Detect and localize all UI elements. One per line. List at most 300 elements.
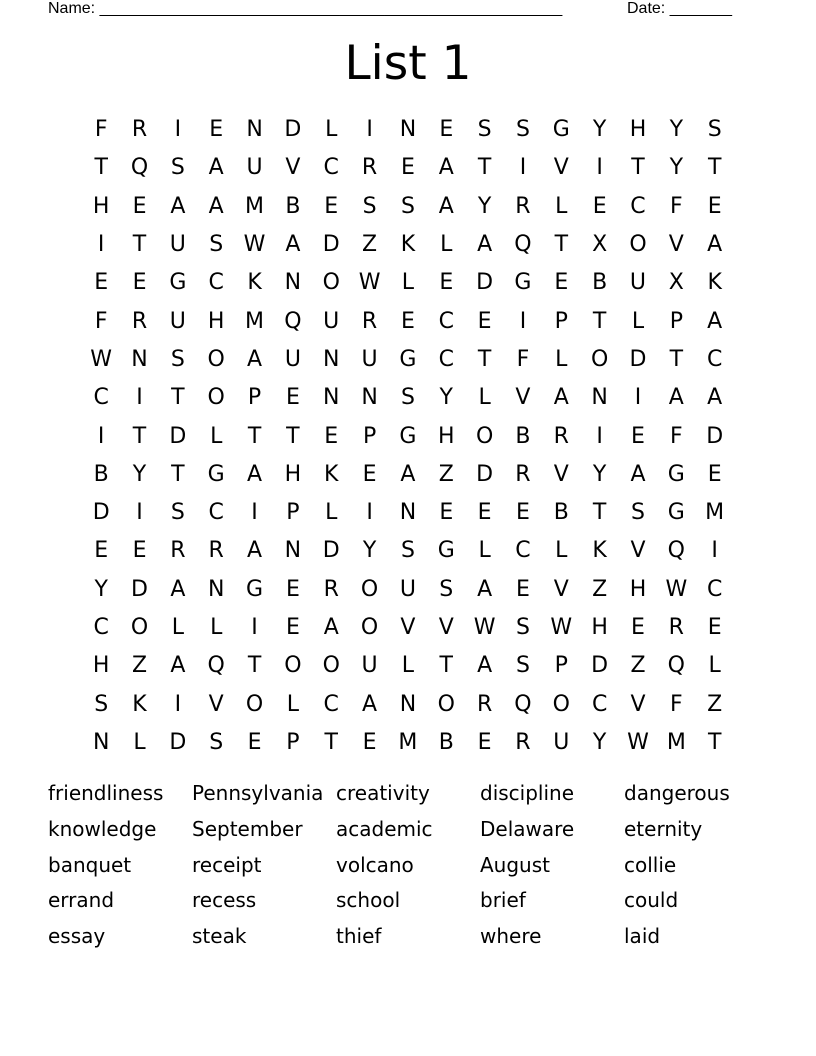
word-list-item: essay xyxy=(48,924,106,949)
grid-row xyxy=(82,456,734,494)
grid-letter: O xyxy=(284,653,302,679)
grid-letter: Q xyxy=(284,308,302,334)
grid-letter: S xyxy=(707,117,722,143)
grid-letter: E xyxy=(362,729,377,755)
word-list-item: Delaware xyxy=(480,816,575,841)
name-field-label: Name: ____________________________________________________ xyxy=(48,0,563,17)
grid-letter: K xyxy=(707,270,722,296)
grid-letter: S xyxy=(209,232,224,258)
grid-letter: A xyxy=(668,385,684,411)
grid-letter: A xyxy=(323,615,339,640)
grid-letter: A xyxy=(707,232,723,258)
grid-letter: E xyxy=(285,615,300,640)
grid-letter: P xyxy=(554,308,568,334)
grid-row xyxy=(82,685,734,723)
grid-letter: O xyxy=(629,232,647,258)
word-list-item: laid xyxy=(624,924,661,949)
grid-letter: E xyxy=(477,308,492,334)
grid-letter: G xyxy=(169,270,187,296)
grid-letter: E xyxy=(707,193,722,219)
grid-letter: E xyxy=(400,155,415,181)
grid-letter: V xyxy=(553,576,569,602)
grid-letter: R xyxy=(323,576,339,602)
word-list-item: academic xyxy=(336,816,433,841)
grid-letter: P xyxy=(286,729,300,755)
grid-letter: L xyxy=(210,615,223,640)
grid-letter: A xyxy=(477,653,493,679)
word-list-item: steak xyxy=(192,924,247,949)
grid-letter: O xyxy=(552,691,570,717)
header xyxy=(48,0,748,20)
grid-letter: S xyxy=(170,500,185,526)
grid-letter: D xyxy=(476,461,494,487)
word-list-item: banquet xyxy=(48,852,132,877)
word-list-item: recess xyxy=(192,888,257,913)
grid-letter: P xyxy=(669,308,683,334)
grid-letter: V xyxy=(553,155,569,181)
grid-letter: T xyxy=(286,423,300,449)
grid-letter: P xyxy=(247,385,262,411)
grid-row xyxy=(82,264,734,302)
grid-letter: D xyxy=(706,423,724,449)
grid-letter: L xyxy=(286,691,300,717)
grid-letter: R xyxy=(170,538,186,564)
grid-letter: O xyxy=(590,346,609,372)
grid-letter: W xyxy=(90,346,113,372)
grid-letter: P xyxy=(362,423,377,449)
grid-letter: I xyxy=(366,500,373,526)
grid-letter: S xyxy=(400,193,415,219)
grid-row xyxy=(82,379,734,417)
grid-letter: O xyxy=(360,576,379,602)
grid-letter: L xyxy=(631,308,645,334)
grid-letter: D xyxy=(284,117,302,143)
grid-letter: E xyxy=(439,117,454,143)
grid-letter: Q xyxy=(130,155,149,181)
grid-letter: K xyxy=(132,691,147,717)
grid-letter: R xyxy=(515,193,531,219)
grid-letter: Y xyxy=(669,155,684,181)
word-list-item: knowledge xyxy=(48,816,157,841)
grid-letter: R xyxy=(476,691,493,717)
grid-letter: C xyxy=(438,308,454,334)
word-list xyxy=(48,776,768,955)
grid-letter: L xyxy=(555,538,568,564)
grid-letter: I xyxy=(366,117,373,143)
grid-letter: Y xyxy=(592,461,607,487)
grid-letter: P xyxy=(286,500,300,526)
grid-letter: Y xyxy=(132,461,147,487)
grid-letter: E xyxy=(400,308,415,334)
grid-letter: T xyxy=(592,500,607,526)
grid-letter: D xyxy=(169,729,187,755)
grid-letter: T xyxy=(707,729,722,755)
word-list-item: dangerous xyxy=(624,781,730,805)
grid-letter: R xyxy=(361,155,378,181)
grid-row xyxy=(82,302,734,340)
grid-letter: V xyxy=(438,615,454,640)
grid-letter: C xyxy=(438,346,454,372)
grid-letter: A xyxy=(208,193,224,219)
grid-letter: U xyxy=(629,270,647,296)
grid-letter: T xyxy=(94,155,108,181)
grid-letter: Q xyxy=(207,653,225,679)
word-list-item: September xyxy=(192,816,303,841)
grid-letter: H xyxy=(591,615,608,640)
grid-letter: K xyxy=(324,461,339,487)
grid-letter: L xyxy=(401,653,415,679)
grid-letter: I xyxy=(97,423,105,449)
grid-letter: V xyxy=(553,461,569,487)
grid-letter: T xyxy=(132,423,147,449)
grid-letter: O xyxy=(322,270,340,296)
grid-letter: L xyxy=(325,500,338,526)
grid-row xyxy=(82,226,734,264)
grid-letter: M xyxy=(245,193,265,219)
grid-letter: Y xyxy=(477,193,492,219)
grid-letter: D xyxy=(476,270,494,296)
grid-letter: Z xyxy=(592,576,608,602)
grid-letter: A xyxy=(247,538,263,564)
grid-letter: N xyxy=(284,538,302,564)
grid-letter: W xyxy=(358,270,381,296)
grid-letter: I xyxy=(519,308,527,334)
word-list-item: volcano xyxy=(336,852,414,877)
word-list-item: school xyxy=(336,888,401,913)
grid-letter: I xyxy=(136,385,143,411)
grid-letter: D xyxy=(169,423,187,449)
grid-letter: O xyxy=(207,346,225,372)
grid-letter: L xyxy=(478,385,491,411)
grid-letter: G xyxy=(552,117,570,143)
grid-letter: U xyxy=(553,729,570,755)
grid-letter: S xyxy=(477,117,492,143)
grid-letter: O xyxy=(207,385,225,411)
grid-letter: E xyxy=(324,193,339,219)
grid-letter: F xyxy=(670,691,683,717)
grid-letter: Y xyxy=(669,117,684,143)
grid-letter: N xyxy=(399,500,417,526)
word-list-item: friendliness xyxy=(48,781,164,805)
grid-letter: L xyxy=(440,232,453,258)
grid-letter: A xyxy=(438,193,454,219)
grid-letter: R xyxy=(515,461,531,487)
grid-row xyxy=(82,647,734,685)
grid-letter: I xyxy=(634,385,642,411)
grid-letter: T xyxy=(132,232,147,258)
word-list-item: August xyxy=(480,852,550,877)
grid-letter: A xyxy=(477,576,493,602)
grid-letter: E xyxy=(477,729,492,755)
grid-letter: W xyxy=(627,729,649,755)
grid-letter: D xyxy=(322,232,340,258)
grid-letter: U xyxy=(246,155,263,181)
grid-letter: R xyxy=(131,308,148,334)
grid-letter: F xyxy=(516,346,530,372)
grid-letter: Y xyxy=(592,729,607,755)
word-list-item: brief xyxy=(480,888,526,913)
grid-letter: T xyxy=(477,346,492,372)
grid-letter: I xyxy=(251,615,258,640)
grid-letter: K xyxy=(592,538,607,564)
grid-letter: T xyxy=(439,653,453,679)
grid-letter: L xyxy=(555,346,568,372)
grid-letter: W xyxy=(243,232,266,258)
grid-letter: B xyxy=(515,423,531,449)
grid-letter: D xyxy=(591,653,609,679)
grid-letter: C xyxy=(706,346,723,372)
page-title: List 1 xyxy=(344,36,472,91)
grid-letter: N xyxy=(246,117,263,143)
grid-letter: H xyxy=(629,576,647,602)
grid-letter: P xyxy=(554,653,568,679)
grid-letter: W xyxy=(665,576,688,602)
grid-letter: F xyxy=(670,423,683,449)
grid-letter: A xyxy=(285,232,301,258)
grid-letter: E xyxy=(94,270,109,296)
grid-letter: S xyxy=(170,346,185,372)
grid-letter: E xyxy=(362,461,377,487)
grid-letter: B xyxy=(285,193,301,219)
grid-letter: A xyxy=(477,232,493,258)
grid-letter: I xyxy=(97,232,105,258)
grid-letter: H xyxy=(207,308,225,334)
word-list-item: Pennsylvania xyxy=(192,781,324,805)
grid-letter: E xyxy=(247,729,262,755)
grid-letter: W xyxy=(550,615,573,640)
grid-letter: C xyxy=(93,615,109,640)
grid-letter: T xyxy=(631,155,645,181)
word-list-item: could xyxy=(624,888,679,913)
grid-letter: C xyxy=(208,500,224,526)
grid-letter: A xyxy=(553,385,569,411)
grid-letter: W xyxy=(473,615,496,640)
word-search-grid xyxy=(82,111,734,762)
grid-letter: N xyxy=(591,385,608,411)
grid-letter: H xyxy=(92,653,110,679)
word-list-item: receipt xyxy=(192,852,262,877)
grid-letter: V xyxy=(668,232,684,258)
grid-letter: E xyxy=(439,270,454,296)
grid-letter: C xyxy=(93,385,109,411)
grid-letter: A xyxy=(170,653,186,679)
grid-letter: G xyxy=(667,500,685,526)
grid-letter: E xyxy=(439,500,454,526)
grid-letter: S xyxy=(439,576,454,602)
grid-letter: N xyxy=(399,117,417,143)
grid-row xyxy=(82,417,734,455)
grid-letter: R xyxy=(668,615,684,640)
grid-letter: K xyxy=(400,232,416,258)
grid-row xyxy=(82,609,734,647)
word-list-item: errand xyxy=(48,888,115,913)
grid-letter: F xyxy=(94,308,108,334)
grid-letter: C xyxy=(630,193,646,219)
grid-letter: R xyxy=(208,538,224,564)
word-list-item: eternity xyxy=(624,816,703,841)
grid-letter: T xyxy=(171,461,185,487)
grid-letter: N xyxy=(399,691,417,717)
grid-letter: M xyxy=(398,729,418,755)
grid-letter: U xyxy=(361,346,378,372)
grid-letter: C xyxy=(323,691,339,717)
grid-letter: S xyxy=(400,538,415,564)
grid-letter: B xyxy=(553,500,569,526)
grid-letter: K xyxy=(247,270,262,296)
grid-row xyxy=(82,341,734,379)
grid-letter: I xyxy=(596,423,603,449)
grid-letter: S xyxy=(362,193,377,219)
grid-letter: R xyxy=(131,117,148,143)
grid-letter: T xyxy=(707,155,722,181)
grid-letter: L xyxy=(555,193,568,219)
grid-row xyxy=(82,494,734,532)
grid-letter: H xyxy=(629,117,647,143)
word-list-item: thief xyxy=(336,924,382,949)
grid-row xyxy=(82,532,734,570)
grid-letter: E xyxy=(516,500,530,526)
grid-letter: E xyxy=(707,615,722,640)
grid-letter: C xyxy=(706,576,723,602)
grid-letter: A xyxy=(247,461,263,487)
grid-letter: C xyxy=(208,270,224,296)
grid-letter: G xyxy=(399,346,417,372)
grid-letter: T xyxy=(477,155,492,181)
grid-letter: Y xyxy=(362,538,377,564)
grid-row xyxy=(82,149,734,187)
word-list-item: where xyxy=(480,924,542,949)
grid-letter: B xyxy=(592,270,608,296)
grid-letter: S xyxy=(170,155,185,181)
grid-letter: O xyxy=(130,615,149,640)
grid-letter: M xyxy=(245,308,265,334)
grid-letter: T xyxy=(669,346,684,372)
grid-letter: M xyxy=(666,729,686,755)
grid-letter: T xyxy=(592,308,607,334)
grid-letter: A xyxy=(362,691,378,717)
grid-letter: A xyxy=(208,155,224,181)
grid-letter: S xyxy=(209,729,224,755)
grid-letter: S xyxy=(515,653,530,679)
grid-letter: G xyxy=(667,461,685,487)
grid-letter: E xyxy=(132,193,147,219)
grid-letter: U xyxy=(399,576,416,602)
grid-letter: E xyxy=(132,538,147,564)
grid-letter: E xyxy=(209,117,224,143)
grid-letter: V xyxy=(285,155,301,181)
grid-letter: E xyxy=(631,423,645,449)
grid-letter: R xyxy=(553,423,569,449)
grid-letter: G xyxy=(514,270,532,296)
grid-letter: B xyxy=(438,729,454,755)
grid-letter: E xyxy=(477,500,492,526)
grid-letter: I xyxy=(136,500,143,526)
grid-letter: X xyxy=(592,232,608,258)
grid-letter: A xyxy=(400,461,416,487)
grid-letter: A xyxy=(438,155,454,181)
grid-letter: L xyxy=(171,615,184,640)
grid-letter: N xyxy=(323,385,340,411)
grid-letter: L xyxy=(325,117,338,143)
grid-letter: S xyxy=(631,500,645,526)
grid-letter: M xyxy=(705,500,725,526)
grid-letter: Z xyxy=(707,691,723,717)
grid-letter: E xyxy=(631,615,645,640)
grid-letter: O xyxy=(475,423,494,449)
grid-letter: U xyxy=(169,308,186,334)
grid-letter: V xyxy=(630,691,646,717)
grid-letter: A xyxy=(707,385,723,411)
grid-letter: R xyxy=(361,308,378,334)
grid-letter: A xyxy=(170,193,186,219)
grid-letter: O xyxy=(437,691,455,717)
grid-letter: N xyxy=(323,346,340,372)
grid-letter: Q xyxy=(514,232,532,258)
grid-letter: T xyxy=(324,729,338,755)
grid-letter: G xyxy=(399,423,417,449)
grid-letter: D xyxy=(322,538,340,564)
grid-letter: T xyxy=(247,423,262,449)
grid-letter: O xyxy=(245,691,264,717)
grid-letter: G xyxy=(207,461,225,487)
grid-letter: R xyxy=(515,729,531,755)
grid-letter: C xyxy=(515,538,531,564)
grid-letter: D xyxy=(92,500,110,526)
grid-letter: H xyxy=(284,461,302,487)
grid-letter: N xyxy=(207,576,225,602)
grid-letter: Z xyxy=(362,232,378,258)
grid-letter: V xyxy=(208,691,224,717)
grid-letter: H xyxy=(92,193,110,219)
grid-letter: Q xyxy=(667,538,685,564)
grid-letter: L xyxy=(210,423,223,449)
grid-letter: I xyxy=(174,117,182,143)
grid-letter: O xyxy=(360,615,379,640)
grid-letter: I xyxy=(519,155,527,181)
grid-letter: T xyxy=(554,232,569,258)
grid-letter: N xyxy=(92,729,110,755)
grid-letter: C xyxy=(591,691,608,717)
grid-letter: F xyxy=(94,117,108,143)
grid-letter: U xyxy=(323,308,340,334)
grid-letter: U xyxy=(284,346,301,372)
grid-letter: N xyxy=(361,385,378,411)
grid-letter: E xyxy=(324,423,339,449)
grid-letter: H xyxy=(437,423,455,449)
grid-letter: L xyxy=(133,729,146,755)
grid-letter: S xyxy=(515,615,530,640)
grid-letter: T xyxy=(171,385,185,411)
word-list-item: creativity xyxy=(336,781,430,805)
grid-letter: Z xyxy=(630,653,646,679)
grid-letter: V xyxy=(630,538,646,564)
grid-letter: E xyxy=(707,461,722,487)
grid-letter: Y xyxy=(592,117,607,143)
grid-row xyxy=(82,571,734,609)
grid-letter: B xyxy=(93,461,109,487)
grid-letter: E xyxy=(516,576,530,602)
grid-letter: D xyxy=(131,576,148,602)
grid-letter: I xyxy=(711,538,718,564)
grid-letter: S xyxy=(400,385,415,411)
grid-letter: E xyxy=(285,576,300,602)
grid-letter: N xyxy=(131,346,148,372)
grid-letter: L xyxy=(478,538,491,564)
grid-letter: L xyxy=(401,270,415,296)
grid-letter: U xyxy=(169,232,186,258)
grid-letter: Z xyxy=(438,461,454,487)
grid-letter: N xyxy=(284,270,302,296)
